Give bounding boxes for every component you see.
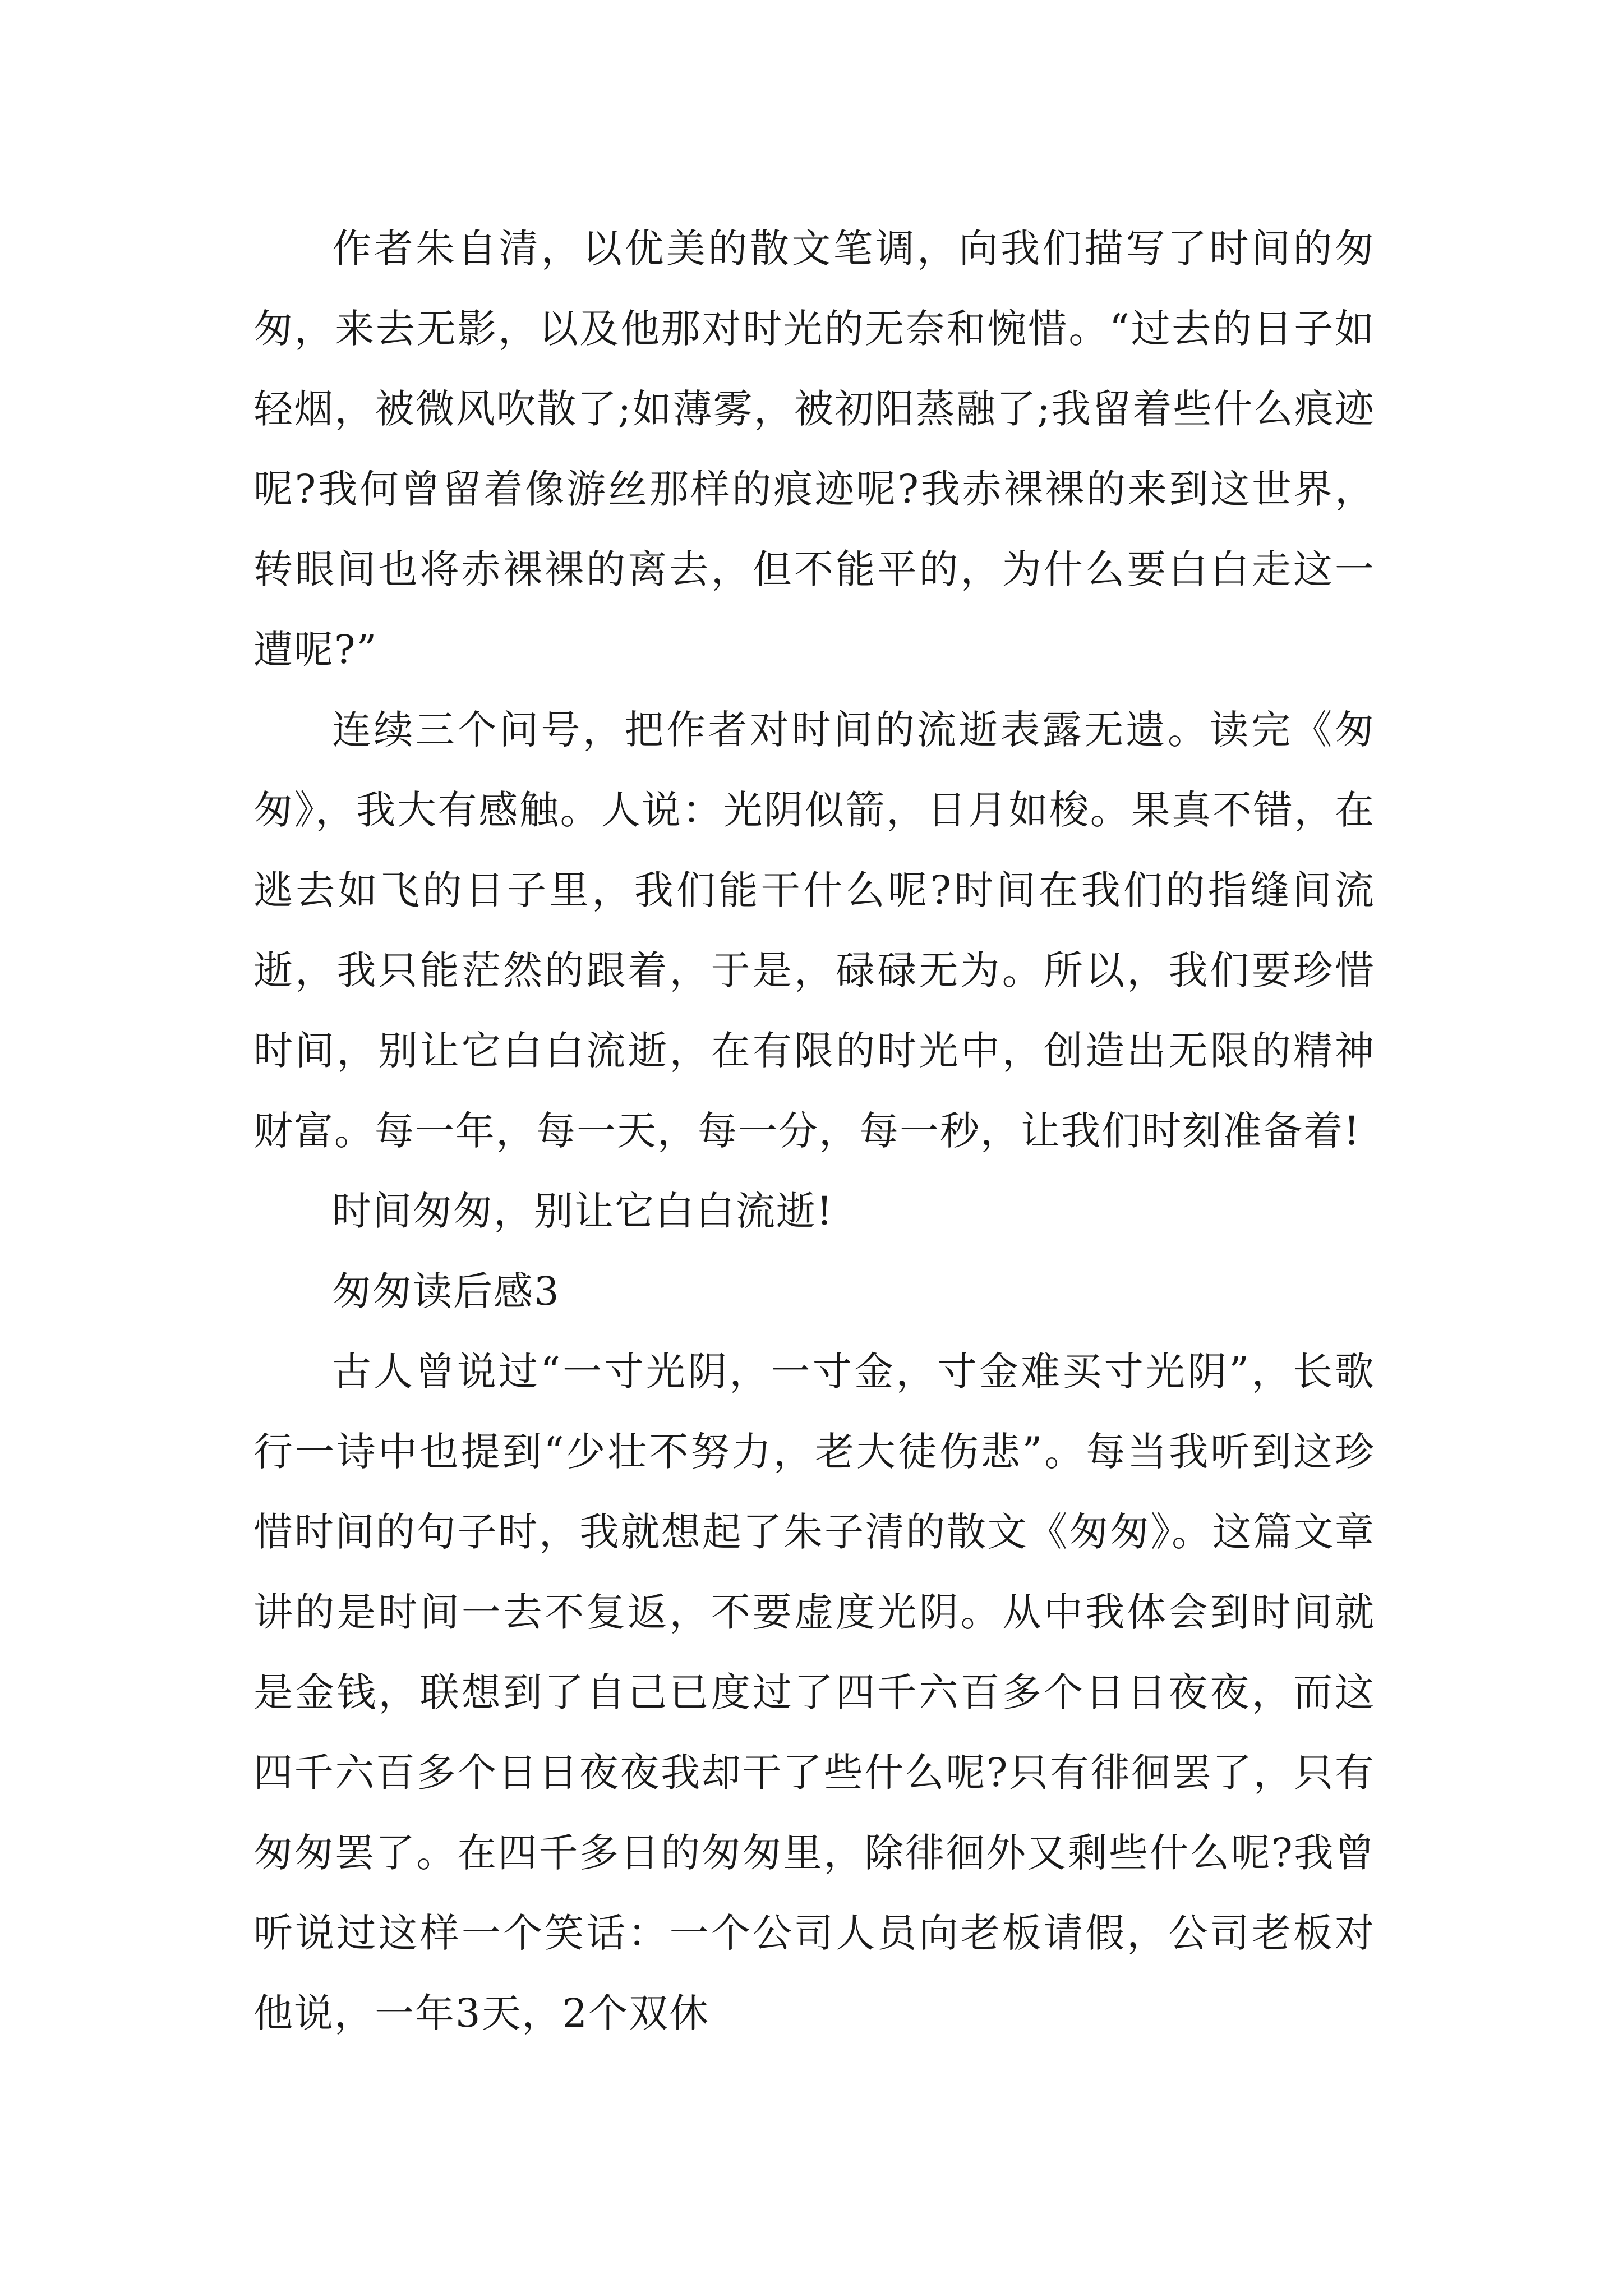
paragraph-1: 作者朱自清，以优美的散文笔调，向我们描写了时间的匆匆，来去无影，以及他那对时光的无奈和惋惜。“过去的日子如轻烟，被微风吹散了;如薄雾，被初阳蒸融了;我留着些什么痕迹呢?我何曾留着像游丝那样的痕迹呢?我赤裸裸的来到这世界，转眼间也将赤裸裸的离去，但不能平的，为什么要白白走这一遭呢?”	[253, 226, 1375, 673]
paragraph-4: 古人曾说过“一寸光阴，一寸金，寸金难买寸光阴”，长歌行一诗中也提到“少壮不努力，老大徒伤悲”。每当我听到这珍惜时间的句子时，我就想起了朱子清的散文《匆匆》。这篇文章讲的是时间一去不复返，不要虚度光阴。从中我体会到时间就是金钱，联想到了自己已度过了四千六百多个日日夜夜，而这四千六百多个日日夜夜我却干了些什么呢?只有徘徊罢了，只有匆匆罢了。在四千多日的匆匆里，除徘徊外又剩些什么呢?我曾听说过这样一个笑话：一个公司人员向老板请假，公司老板对他说，一年3天，2个双休	[253, 1349, 1375, 2036]
document-body	[253, 209, 1375, 2054]
paragraph-3: 时间匆匆，别让它白白流逝!	[332, 1188, 834, 1234]
paragraph-2: 连续三个问号，把作者对时间的流逝表露无遗。读完《匆匆》，我大有感触。人说：光阴似箭，日月如梭。果真不错，在逃去如飞的日子里，我们能干什么呢?时间在我们的指缝间流逝，我只能茫然的跟着，于是，碌碌无为。所以，我们要珍惜时间，别让它白白流逝，在有限的时光中，创造出无限的精神财富。每一年，每一天，每一分，每一秒，让我们时刻准备着!	[253, 707, 1375, 1154]
section-title: 匆匆读后感3	[332, 1268, 560, 1314]
